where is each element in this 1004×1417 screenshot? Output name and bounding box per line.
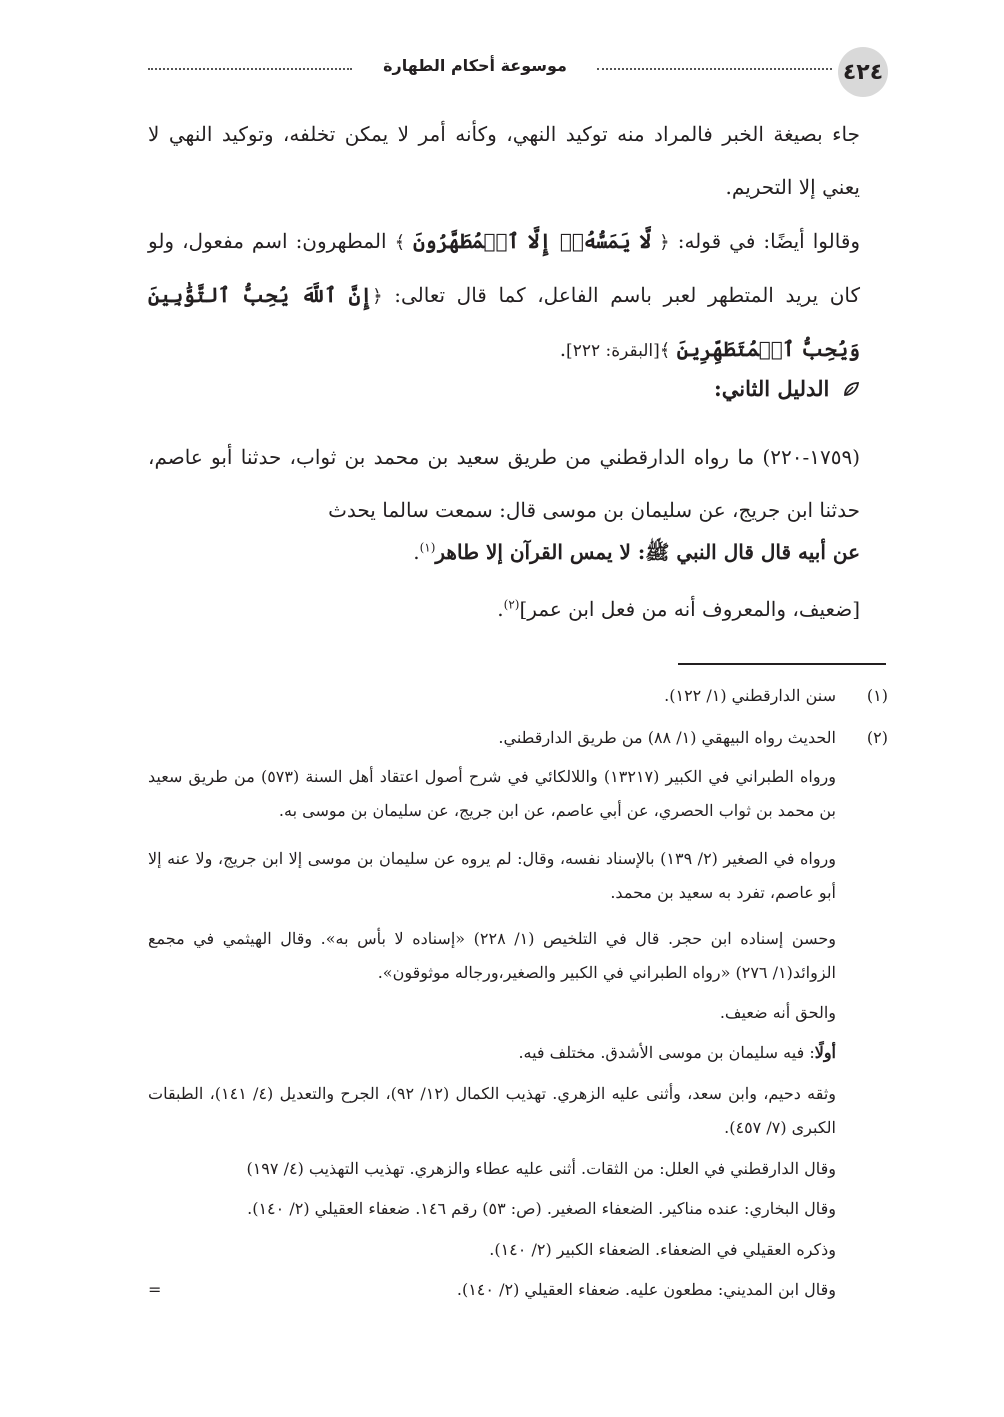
explanation-text: المطهرون: اسم مفعول، ولو كان يريد المتطهر لعبر باسم الفاعل، كما قال تعالى: [148, 229, 861, 307]
footnote-line: والحق أنه ضعيف. [719, 1003, 836, 1022]
paragraph-text: (١٧٥٩-٢٢٠) ما رواه الدارقطني من طريق سعيد بن محمد بن ثواب، حدثنا أبو عاصم، حدثنا ابن جريج، عن سليمان بن موسى قال: سمعت سالما يحدث [148, 445, 860, 522]
footnote-paragraph [148, 922, 836, 990]
body-paragraph-3 [148, 431, 860, 537]
footnote-text: : فيه سليمان بن موسى الأشدق. مختلف فيه. [518, 1043, 815, 1062]
ornate-bracket-close: ﴾ [659, 340, 671, 361]
footnote-marker-2[interactable]: (٢) [503, 597, 520, 612]
ornate-bracket-open: ﴿ [372, 286, 383, 307]
footnote-text: ورواه الطبراني في الكبير (١٣٢١٧) واللالكائي في شرح أصول اعتقاد أهل السنة (٥٧٣) من طريق سعيد بن محمد بن ثواب الحصري، عن أبي عاصم، عن ابن جريج، عن سليمان بن موسى به. [148, 767, 836, 820]
footnote-text: وحسن إسناده ابن حجر. قال في التلخيص (١/ ٢٢٨) «إسناده لا بأس به». وقال الهيثمي في مجمع الزوائد(١/ ٢٧٦) «رواه الطبراني في الكبير والصغير،ورجاله موثوقون». [148, 929, 836, 982]
paragraph-text [148, 215, 860, 378]
period: . [413, 540, 420, 564]
period: . [497, 597, 504, 621]
paragraph-text: جاء بصيغة الخبر فالمراد منه توكيد النهي، وكأنه أمر لا يمكن تخلفه، وتوكيد النهي لا يعني إلا التحريم. [148, 122, 860, 199]
footnote-text: سنن الدارقطني (١/ ١٢٢). [664, 686, 836, 705]
hadith-matn: عن أبيه قال قال النبي ﷺ: لا يمس القرآن إلا طاهر [435, 540, 860, 564]
heading-text: الدليل الثاني: [714, 376, 830, 401]
quran-verse-2: إِنَّ ٱللَّهَ يُحِبُّ ٱلتَّوَّٰبِينَ وَيُحِبُّ ٱلۡمُتَطَهِّرِينَ [148, 283, 860, 361]
ornate-bracket-close: ﴾ [394, 232, 406, 253]
footnote-bold-label: أولًا [814, 1043, 836, 1062]
footnote-line: وقال ابن المديني: مطعون عليه. ضعفاء العقيلي (٢/ ١٤٠). [456, 1280, 836, 1299]
footnote-paragraph [148, 760, 836, 828]
footnote-marker-1[interactable]: (١) [419, 540, 436, 555]
leaf-icon [835, 377, 860, 401]
continuation-mark: = [148, 1280, 162, 1299]
header-dotted-rule-right [597, 68, 832, 70]
hadith-text [413, 540, 860, 569]
body-paragraph-1 [148, 108, 860, 214]
section-heading [714, 376, 860, 401]
footnote-text: ورواه في الصغير (٢/ ١٣٩) بالإسناد نفسه، وقال: لم يروه عن سليمان بن موسى إلا ابن جريج، ولا عنه إلا أبو عاصم، تفرد به سعيد بن محمد. [148, 849, 836, 902]
footnote-divider [678, 663, 886, 665]
verdict-text: [ضعيف، والمعروف أنه من فعل ابن عمر] [519, 597, 860, 621]
footnote-line [518, 1043, 836, 1062]
running-title: موسوعة أحكام الطهارة [383, 56, 567, 75]
footnote-paragraph [148, 842, 836, 910]
footnote-number: (١) [866, 686, 888, 705]
footnote-text: وثقه دحيم، وابن سعد، وأثنى عليه الزهري. تهذيب الكمال (١٢/ ٩٢)، الجرح والتعديل (٤/ ١٤١)، الطبقات الكبرى (٧/ ٤٥٧). [148, 1084, 837, 1137]
hadith-verdict [497, 597, 860, 621]
footnote-line: وقال الدارقطني في العلل: من الثقات. أثنى عليه عطاء والزهري. تهذيب التهذيب (٤/ ١٩٧) [246, 1159, 836, 1178]
footnote-paragraph [148, 1077, 836, 1145]
intro-text: وقالوا أيضًا: في قوله: [677, 229, 861, 253]
ornate-bracket-open: ﴿ [659, 232, 670, 253]
body-paragraph-2 [148, 215, 860, 378]
footnote-line: وذكره العقيلي في الضعفاء. الضعفاء الكبير (٢/ ١٤٠). [489, 1240, 836, 1259]
verse-reference: [البقرة: ٢٢٢] [566, 341, 660, 361]
period: . [559, 337, 567, 361]
footnote-text: الحديث رواه البيهقي (١/ ٨٨) من طريق الدارقطني. [498, 728, 836, 747]
header-dotted-rule-left [148, 68, 352, 70]
quran-verse-1: لَّا يَمَسُّهُۥٓ إِلَّا ٱلۡمُطَهَّرُونَ [413, 229, 652, 253]
page-number: ٤٢٤ [838, 47, 888, 97]
footnote-number: (٢) [866, 728, 888, 747]
footnote-line: وقال البخاري: عنده مناكير. الضعفاء الصغير. (ص: ٥٣) رقم ١٤٦. ضعفاء العقيلي (٢/ ١٤٠). [247, 1199, 836, 1218]
